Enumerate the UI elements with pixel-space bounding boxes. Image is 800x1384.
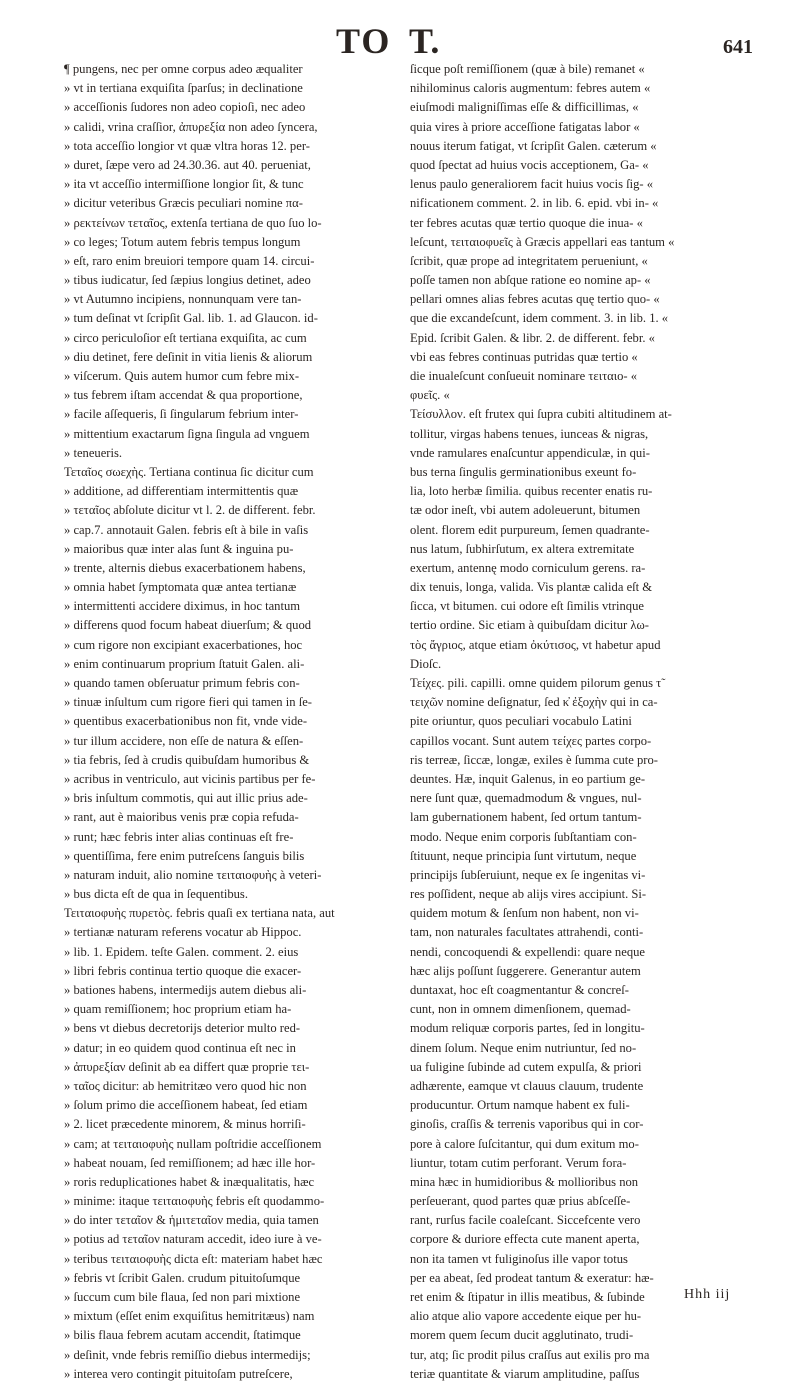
left-column-line: » enim continuarum proprium ſtatuit Galen. ali- bbox=[64, 656, 305, 671]
left-column-line: » roris reduplicationes habet & inæqualitatis, hæc bbox=[64, 1174, 315, 1189]
left-column-line: » cap.7. annotauit Galen. febris eſt à bile in vaſis bbox=[64, 522, 309, 537]
running-head-left: TO bbox=[336, 21, 392, 61]
right-column-line: alio atque alio vapore accedente eique per hu- bbox=[410, 1309, 642, 1324]
left-column-line: » tia febris, ſed à crudis quibuſdam humoribus & bbox=[64, 752, 310, 767]
left-column-line: » maioribus quæ inter alas ſunt & inguina pu- bbox=[64, 541, 294, 556]
right-column-line: lia, loto herbæ ſimilia. quibus recenter enatis ru- bbox=[410, 484, 653, 499]
right-column-line: ſtituunt, neque principia ſunt virtutum, neque bbox=[410, 848, 637, 863]
left-column-line: » quentiſſima, fere enim putreſcens ſanguis bilis bbox=[64, 848, 305, 863]
right-column-line: perſeuerant, quod partes quæ prius abſceſſe- bbox=[410, 1194, 631, 1209]
right-column-line: quod ſpectat ad huius vocis acceptionem, Ga- « bbox=[410, 157, 649, 172]
left-column-line: » quentibus exacerbationibus non fit, vnde vide- bbox=[64, 714, 308, 729]
right-column-line: tur, atq; ſic prodit pilus craſſus aut exilis pro ma bbox=[410, 1347, 650, 1362]
right-column-line: mina hæc in humidioribus & mollioribus non bbox=[410, 1174, 639, 1189]
right-column-line: vbi eas febres continuas putridas quæ tertio « bbox=[410, 349, 638, 364]
right-column-line: leſcunt, τειταιοφυεῖς à Græcis appellari eas tantum « bbox=[410, 234, 675, 249]
left-column-line: » tota acceſſio longior vt quæ vltra horas 12. per- bbox=[64, 138, 310, 153]
right-column-line: cunt, non in omnem dimenſionem, quemad- bbox=[410, 1002, 631, 1017]
left-column-line: » datur; in eo quidem quod continua eſt nec in bbox=[64, 1040, 296, 1055]
right-column-line: ſicca, vt bitumen. cui odore eſt ſimilis vtrinque bbox=[410, 599, 644, 614]
signature-mark: Hhh iij bbox=[684, 1287, 731, 1302]
left-column-line: » teneueris. bbox=[64, 445, 123, 460]
left-column-line: » omnia habet ſymptomata quæ antea tertianæ bbox=[64, 580, 297, 595]
left-column-line: » quando tamen obſeruatur primum febris con- bbox=[64, 676, 300, 690]
left-column-line: » trente, alternis diebus exacerbationem habens, bbox=[64, 560, 306, 575]
left-column-line: » duret, ſæpe vero ad 24.30.36. aut 40. perueniat, bbox=[64, 157, 311, 172]
right-column-line: que die excandeſcunt, idem comment. 3. in lib. 1. « bbox=[410, 311, 669, 326]
left-column-line: » viſcerum. Quis autem humor cum febre mix- bbox=[64, 369, 300, 383]
left-column-line: » dicitur veteribus Græcis peculiari nomine πα- bbox=[64, 196, 303, 211]
right-column-line: nihilominus caloris augmentum: febres autem « bbox=[410, 81, 651, 96]
right-column-line: producuntur. Ortum namque habent ex fuli- bbox=[410, 1098, 630, 1113]
page-number: 641 bbox=[723, 36, 753, 58]
left-column-line: » deſinit, vnde febris remiſſio diebus intermedijs; bbox=[64, 1347, 311, 1362]
right-column-line: hæc alijs poſſunt ſuggerere. Generantur autem bbox=[410, 963, 641, 978]
right-column-line: per ea abeat, ſed prodeat tantum & exeratur: hæ- bbox=[410, 1270, 654, 1285]
right-column-line: Dioſc. bbox=[410, 656, 442, 671]
left-column-line: » rant, aut è maioribus venis præ copia refuda- bbox=[64, 810, 299, 825]
left-column-line: » interea vero contingit pituitoſam putreſcere, bbox=[64, 1366, 293, 1381]
left-column-line: » circo periculoſior eſt tertiana exquiſita, ac cum bbox=[64, 330, 307, 345]
right-column-line: non ita tamen vt fuliginoſus ille vapor totus bbox=[410, 1251, 628, 1266]
running-head bbox=[0, 20, 800, 60]
right-column-line: ris terreæ, ſiccæ, longæ, exiles è ſumma cute pro- bbox=[410, 752, 658, 767]
right-column-line: lenus paulo generaliorem facit huius vocis ſig- « bbox=[410, 177, 654, 192]
left-column-line: Τεταῖος σωεχὴς. Tertiana continua ſic dicitur cum bbox=[64, 464, 314, 479]
left-column-line: » mixtum (eſſet enim exquiſitus hemitritæus) nam bbox=[64, 1309, 315, 1324]
right-column-line: rant, rurſus facile coaleſcant. Siccefcente vero bbox=[410, 1213, 641, 1228]
right-column-line: quidem motum & ſenſum non habent, non vi- bbox=[410, 906, 639, 921]
left-column-line: » eſt, raro enim breuiori tempore quam 14. circui- bbox=[64, 253, 315, 268]
left-column-line: » diu detinet, fere deſinit in vitia lienis & aliorum bbox=[64, 349, 313, 364]
left-column-line: » differens quod focum habeat diuerſum; & quod bbox=[64, 618, 312, 633]
right-column-line: tertio ordine. Sic etiam à quibuſdam dicitur λω- bbox=[410, 618, 649, 633]
left-column-line: » intermittenti accidere diximus, in hoc tantum bbox=[64, 599, 301, 614]
right-column-line: nendi, concoquendi & expellendi: quare neque bbox=[410, 944, 646, 959]
left-column-line: » acceſſionis ſudores non adeo copioſi, nec adeo bbox=[64, 100, 306, 115]
left-column-line: » tertianæ naturam referens vocatur ab Hippoc. bbox=[64, 925, 302, 940]
left-column-line: » ita vt acceſſio intermiſſione longior ſit, & tunc bbox=[64, 177, 304, 192]
right-column-line: morem quem ſecum ducit agglutinato, trudi- bbox=[410, 1328, 634, 1343]
left-column-line: » bens vt diebus decretorijs deterior multo red- bbox=[64, 1021, 301, 1036]
right-column-line: lam gubernationem habent, ſed ortum tantum- bbox=[410, 810, 642, 825]
left-column-line: » naturam induit, alio nomine τειταιοφυὴς à veteri- bbox=[64, 867, 322, 882]
left-column-line: » tus febrem iſtam accendat & qua proportione, bbox=[64, 388, 303, 403]
left-column-line: » facile aſſequeris, ſi ſingularum febrium inter- bbox=[64, 407, 299, 422]
left-column-line: » potius ad τεταῖον naturam accedit, ideo iure à ve- bbox=[64, 1232, 322, 1247]
left-column-line: » bationes habens, intermedijs autem diebus ali- bbox=[64, 983, 307, 997]
left-column-line: » co leges; Totum autem febris tempus longum bbox=[64, 234, 301, 249]
right-column-line: quia vires à priore acceſſione fatigatas labor « bbox=[410, 119, 640, 134]
right-column-line: corpore & duriore effecta cute manent aperta, bbox=[410, 1232, 640, 1247]
left-column-line: » ταῖος dicitur: ab hemitritæo vero quod hic non bbox=[64, 1078, 307, 1093]
right-column-line: ſicque poſt remiſſionem (quæ à bile) remanet « bbox=[410, 62, 645, 76]
right-text-column bbox=[410, 60, 762, 1384]
right-column-line: liuntur, totam cutim perforant. Verum fora- bbox=[410, 1155, 627, 1170]
right-column-line: tæ odor ineſt, vbi autem adoleuerunt, bitumen bbox=[410, 503, 641, 518]
left-column-line: » 2. licet præcedente minorem, & minus horriſi- bbox=[64, 1117, 306, 1132]
left-column-line: » mittentium exactarum ſigna ſingula ad vnguem bbox=[64, 426, 310, 441]
left-column-line: ¶ pungens, nec per omne corpus adeo æqualiter bbox=[64, 62, 303, 76]
running-head-right: T. bbox=[409, 21, 440, 61]
left-column-line: » ſolum primo die acceſſionem habeat, ſed etiam bbox=[64, 1098, 308, 1113]
left-column-line: » lib. 1. Epidem. teſte Galen. comment. 2. eius bbox=[64, 944, 299, 959]
right-column-line: tollitur, virgas habens tenues, iunceas & nigras, bbox=[410, 426, 649, 441]
left-column-line: » tum deſinat vt ſcripſit Gal. lib. 1. ad Glaucon. id- bbox=[64, 311, 318, 326]
right-column-line: exertum, antennę modo corniculum gerens. ra- bbox=[410, 560, 646, 575]
right-column-line: ginoſis, craſſis & terrenis vaporibus qui in cor- bbox=[410, 1117, 644, 1132]
right-column-line: dinem ſolum. Neque enim nutriuntur, ſed no- bbox=[410, 1040, 637, 1055]
right-column-line: Τείσυλλον. eſt frutex qui ſupra cubiti altitudinem at- bbox=[410, 407, 672, 422]
right-column-line: Epid. ſcribit Galen. & libr. 2. de different. febr. « bbox=[410, 330, 655, 345]
left-column-line: » ρεκτείνων τεταῖος, extenſa tertiana de quo ſuo lo- bbox=[64, 215, 322, 230]
right-column-line: duntaxat, hoc eſt coagmentantur & concreſ- bbox=[410, 983, 629, 997]
right-column-line: τειχῶν nomine deſignatur, ſed κ̓ ἐξοχὴν qui in ca- bbox=[410, 695, 658, 710]
left-column-line: » cum rigore non excipiant exacerbationes, hoc bbox=[64, 637, 303, 652]
right-column-line: modo. Neque enim corporis ſubſtantiam con- bbox=[410, 829, 637, 844]
right-column-line: ua fuligine ſubinde ad cutem expulſa, & priori bbox=[410, 1059, 642, 1074]
right-column-line: deuntes. Hæ, inquit Galenus, in eo partium ge- bbox=[410, 771, 646, 786]
right-column-line: pite oriuntur, quos peculiari vocabulo Latini bbox=[410, 714, 632, 729]
right-column-line: capillos vocant. Sunt autem τείχες partes corpo- bbox=[410, 733, 652, 748]
right-column-line: teriæ quantitate & viarum amplitudine, paſſus bbox=[410, 1366, 640, 1381]
left-column-line: » bus dicta eſt de qua in ſequentibus. bbox=[64, 887, 248, 902]
left-text-column bbox=[64, 60, 390, 1384]
left-column-line: » teribus τειταιοφυὴς dicta eſt: materiam habet hæc bbox=[64, 1251, 323, 1266]
left-column-line: » vt in tertiana exquiſita ſparſus; in declinatione bbox=[64, 81, 303, 96]
left-column-line: » calidi, vrina craſſior, ἀπυρεξία non adeo ſyncera, bbox=[64, 119, 318, 134]
right-column-line: bus terna ſingulis germinationibus exeunt fo- bbox=[410, 464, 637, 479]
left-column-line: » acribus in ventriculo, aut vicinis partibus per fe- bbox=[64, 771, 316, 786]
left-column-line: » febris vt ſcribit Galen. crudum pituitoſumque bbox=[64, 1270, 301, 1285]
left-column-line: » τεταῖος abſolute dicitur vt l. 2. de different. febr. bbox=[64, 503, 316, 518]
left-column-line: » runt; hæc febris inter alias continuas eſt fre- bbox=[64, 829, 294, 844]
left-column-line: » ἀπυρεξίαν deſinit ab ea differt quæ proprie τει- bbox=[64, 1059, 310, 1074]
right-column-line: τὸς ἄγριος, atque etiam ὀκύτισος, vt habetur apud bbox=[410, 637, 661, 652]
right-column-line: tam, non naturales facultates attrahendi, conti- bbox=[410, 925, 644, 940]
left-column-line: » libri febris continua tertio quoque die exacer- bbox=[64, 963, 302, 978]
right-column-line: nouus iterum fatigat, vt ſcripſit Galen. cæterum « bbox=[410, 138, 657, 153]
left-column-line: Τειταιοφυὴς πυρετὸς. febris quaſi ex tertiana nata, aut bbox=[64, 906, 335, 921]
left-column-line: » do inter τεταῖον & ἡμιτεταῖον media, quia tamen bbox=[64, 1213, 319, 1228]
right-column-line: ſcribit, quæ prope ad integritatem perueniunt, « bbox=[410, 253, 648, 268]
right-column-line: olent. florem edit purpureum, ſemen quadrante- bbox=[410, 522, 650, 537]
right-column-line: pellari omnes alias febres acutas quę tertio quo- « bbox=[410, 292, 660, 307]
left-column-line: » ſuccum cum bile flaua, ſed non pari mixtione bbox=[64, 1290, 301, 1304]
left-column-line: » quam remiſſionem; hoc proprium etiam ha- bbox=[64, 1002, 292, 1017]
left-column-line: » tinuæ inſultum cum rigore fieri qui tamen in ſe- bbox=[64, 695, 312, 710]
right-column-line: Τείχες. pili. capilli. omne quidem pilorum genus τ̃ bbox=[410, 676, 662, 690]
right-column-line: ret enim & ſtipatur in illis meatibus, & ſubinde bbox=[410, 1290, 645, 1304]
right-column-line: modum reliquæ corporis partes, ſed in longitu- bbox=[410, 1021, 645, 1036]
left-column-line: » minime: itaque τειταιοφυὴς febris eſt quodammo- bbox=[64, 1194, 325, 1209]
left-column-line: » tibus iudicatur, ſed ſæpius longius detinet, adeo bbox=[64, 273, 311, 288]
right-column-line: nus latum, ſubhirſutum, ex altera extremitate bbox=[410, 541, 635, 556]
right-column-line: nere ſunt quæ, quemadmodum & vngues, nul- bbox=[410, 791, 642, 806]
right-column-line: eiuſmodi maligniſſimas eſſe & difficillimas, « bbox=[410, 100, 639, 115]
right-column-line: res poſſident, neque ab alijs vires accipiunt. Si- bbox=[410, 887, 647, 902]
right-column-line: nificationem comment. 2. in lib. 6. epid. vbi in- « bbox=[410, 196, 659, 211]
right-column-line: die inualeſcunt conſueuit nominare τειταιο- « bbox=[410, 369, 638, 383]
right-column-line: pore à calore ſuſcitantur, qui dum exitum mo- bbox=[410, 1136, 639, 1151]
right-column-line: ter febres acutas quæ tertio quoque die inua- « bbox=[410, 215, 643, 230]
left-column-line: » vt Autumno incipiens, nonnunquam vere tan- bbox=[64, 292, 302, 307]
right-column-line: adhærente, eamque vt clauus clauum, trudente bbox=[410, 1078, 644, 1093]
right-column-line: dix tenuis, longa, valida. Vis plantæ calida eſt & bbox=[410, 580, 653, 595]
left-column-line: » cam; at τειταιοφυὴς nullam poſtridie acceſſionem bbox=[64, 1136, 322, 1151]
right-column-line: φυεῖς. « bbox=[410, 388, 450, 403]
left-column-line: » bris inſultum commotis, qui aut illic prius ade- bbox=[64, 791, 308, 806]
right-column-line: poſſe tamen non abſque ratione eo nomine ap- « bbox=[410, 273, 651, 288]
left-column-line: » additione, ad differentiam intermittentis quæ bbox=[64, 484, 299, 499]
left-column-line: » bilis flaua febrem acutam accendit, ſtatimque bbox=[64, 1328, 301, 1343]
left-column-line: » habeat nouam, ſed remiſſionem; ad hæc ille hor- bbox=[64, 1155, 316, 1170]
right-column-line: principijs ſubſeruiunt, neque ex ſe ingenitas vi- bbox=[410, 867, 646, 882]
right-column-line: vnde ramulares enaſcuntur appendiculæ, in qui- bbox=[410, 445, 650, 460]
left-column-line: » tur illum accidere, non eſſe de natura & eſſen- bbox=[64, 733, 304, 748]
